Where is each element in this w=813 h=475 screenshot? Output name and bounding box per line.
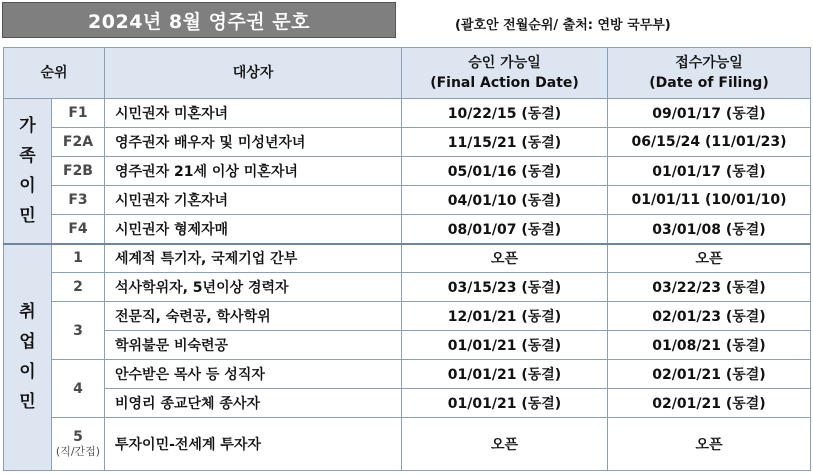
visa-bulletin-table <box>3 47 811 471</box>
final-action-cell: 오픈 <box>402 418 608 471</box>
final-action-cell: 05/01/16 (동결) <box>402 157 608 186</box>
table-row <box>4 99 811 128</box>
target-cell: 전문직, 숙련공, 학사학위 <box>105 302 402 331</box>
target-cell: 시민권자 형제자매 <box>105 215 402 244</box>
category-code: F3 <box>52 186 105 215</box>
filing-cell: 02/01/23 (동결) <box>608 302 811 331</box>
filing-cell: 01/01/17 (동결) <box>608 157 811 186</box>
final-action-cell: 04/01/10 (동결) <box>402 186 608 215</box>
category-code-cell <box>52 418 105 471</box>
final-action-cell: 10/22/15 (동결) <box>402 99 608 128</box>
group-char: 민 <box>19 205 36 226</box>
group-char: 가 <box>19 115 36 136</box>
header-final-action-line2: (Final Action Date) <box>430 75 579 91</box>
filing-cell: 01/01/11 (10/01/10) <box>608 186 811 215</box>
header-rank: 순위 <box>4 48 105 99</box>
final-action-cell: 01/01/21 (동결) <box>402 360 608 389</box>
filing-cell: 01/08/21 (동결) <box>608 331 811 360</box>
filing-cell: 오픈 <box>608 418 811 471</box>
group-char: 이 <box>19 362 36 383</box>
table-row <box>4 186 811 215</box>
group-label-family <box>4 99 52 244</box>
table-row <box>4 360 811 389</box>
category-code: F2B <box>52 157 105 186</box>
target-cell: 영주권자 배우자 및 미성년자녀 <box>105 128 402 157</box>
category-code: 3 <box>52 302 105 360</box>
table-row <box>4 389 811 418</box>
filing-cell: 03/01/08 (동결) <box>608 215 811 244</box>
target-cell: 영주권자 21세 이상 미혼자녀 <box>105 157 402 186</box>
category-code: F1 <box>52 99 105 128</box>
group-char: 취 <box>19 302 36 323</box>
category-code: 4 <box>52 360 105 418</box>
table-row <box>4 244 811 273</box>
table-row <box>4 128 811 157</box>
final-action-cell: 01/01/21 (동결) <box>402 389 608 418</box>
target-cell: 비영리 종교단체 종사자 <box>105 389 402 418</box>
final-action-cell: 오픈 <box>402 244 608 273</box>
table-row <box>4 302 811 331</box>
table-row <box>4 418 811 471</box>
group-char: 족 <box>19 145 36 166</box>
table-row <box>4 273 811 302</box>
header-target: 대상자 <box>105 48 402 99</box>
final-action-cell: 08/01/07 (동결) <box>402 215 608 244</box>
filing-cell: 02/01/21 (동결) <box>608 360 811 389</box>
table-row <box>4 215 811 244</box>
category-code: 2 <box>52 273 105 302</box>
final-action-cell: 12/01/21 (동결) <box>402 302 608 331</box>
table-header-row <box>4 48 811 99</box>
category-code: 1 <box>52 244 105 273</box>
table-row <box>4 157 811 186</box>
category-code-sub: (직/간접) <box>55 445 101 458</box>
filing-cell: 09/01/17 (동결) <box>608 99 811 128</box>
category-code: F2A <box>52 128 105 157</box>
table-row <box>4 331 811 360</box>
filing-cell: 오픈 <box>608 244 811 273</box>
header-final-action <box>402 48 608 99</box>
group-char: 이 <box>19 175 36 196</box>
target-cell: 투자이민-전세계 투자자 <box>105 418 402 471</box>
target-cell: 시민권자 기혼자녀 <box>105 186 402 215</box>
header-filing <box>608 48 811 99</box>
target-cell: 시민권자 미혼자녀 <box>105 99 402 128</box>
final-action-cell: 03/15/23 (동결) <box>402 273 608 302</box>
filing-cell: 02/01/21 (동결) <box>608 389 811 418</box>
group-char: 업 <box>19 332 36 353</box>
filing-cell: 03/22/23 (동결) <box>608 273 811 302</box>
header-filing-line1: 접수가능일 <box>675 55 743 71</box>
target-cell: 학위불문 비숙련공 <box>105 331 402 360</box>
target-cell: 세계적 특기자, 국제기업 간부 <box>105 244 402 273</box>
final-action-cell: 11/15/21 (동결) <box>402 128 608 157</box>
header-final-action-line1: 승인 가능일 <box>468 55 541 71</box>
target-cell: 석사학위자, 5년이상 경력자 <box>105 273 402 302</box>
category-code: 5 <box>73 429 83 445</box>
final-action-cell: 01/01/21 (동결) <box>402 331 608 360</box>
filing-cell: 06/15/24 (11/01/23) <box>608 128 811 157</box>
group-char: 민 <box>19 392 36 413</box>
source-note: (괄호안 전월순위/ 출처: 연방 국무부) <box>455 18 671 33</box>
header-filing-line2: (Date of Filing) <box>649 75 769 91</box>
page-title: 2024년 8월 영주권 문호 <box>2 2 396 38</box>
target-cell: 안수받은 목사 등 성직자 <box>105 360 402 389</box>
category-code: F4 <box>52 215 105 244</box>
group-label-employment <box>4 244 52 471</box>
